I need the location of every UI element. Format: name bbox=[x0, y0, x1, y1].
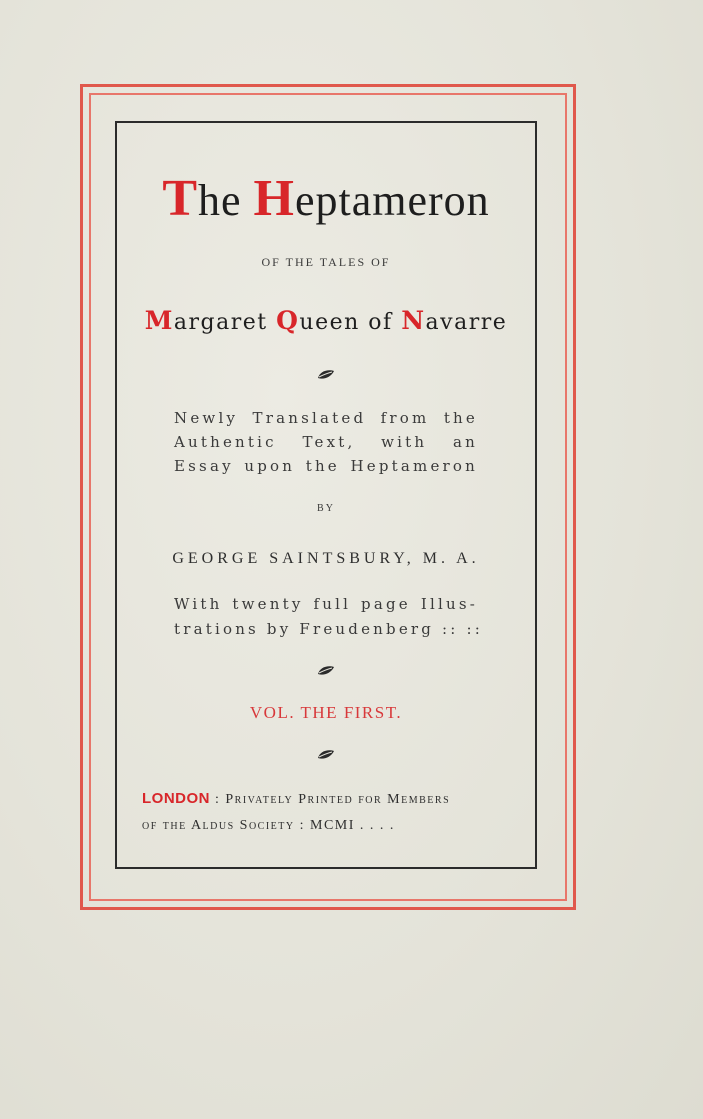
leaf-ornament-icon bbox=[316, 748, 336, 760]
imprint-place: LONDON bbox=[142, 790, 210, 807]
description-line-1: Newly Translated from the bbox=[174, 409, 478, 427]
leaf-ornament-icon bbox=[316, 368, 336, 380]
illustrations-line-2: trations by Freudenberg :: :: bbox=[174, 620, 484, 638]
description-line-3: Essay upon the Heptameron bbox=[174, 457, 478, 475]
editor-name: GEORGE SAINTSBURY, M. A. bbox=[172, 550, 480, 567]
author-name: Margaret Queen of Navarre bbox=[144, 306, 508, 335]
imprint-line-2: of the Aldus Society : MCMI . . . . bbox=[142, 818, 395, 833]
leaf-ornament-icon bbox=[316, 664, 336, 676]
book-title: The Heptameron bbox=[162, 170, 490, 227]
illustrations-line-1: With twenty full page Illus- bbox=[174, 595, 478, 613]
volume-label: VOL. THE FIRST. bbox=[249, 703, 403, 722]
imprint-line-1: LONDON : Privately Printed for Members bbox=[142, 790, 451, 807]
subtitle: OF THE TALES OF bbox=[261, 255, 391, 269]
by-label: BY bbox=[317, 503, 335, 514]
description-line-2: Authentic Text, with an bbox=[174, 433, 478, 451]
